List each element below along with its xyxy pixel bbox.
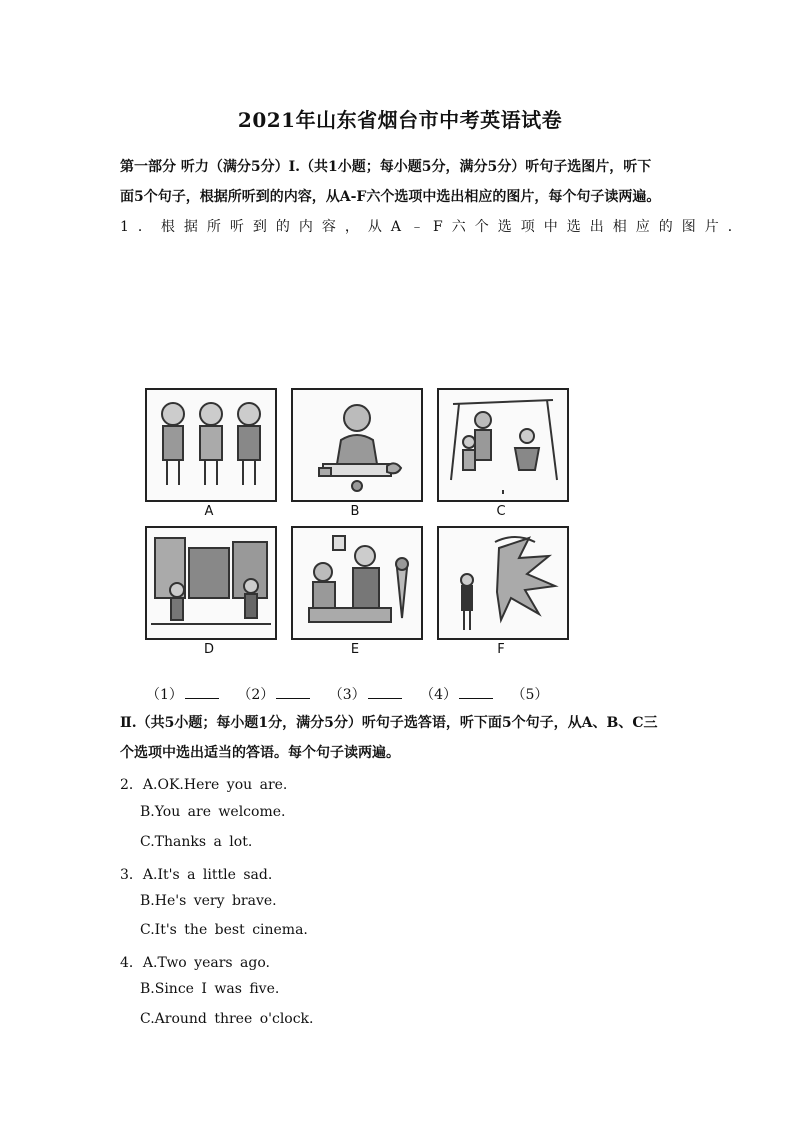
picture-f-label: F <box>497 642 505 657</box>
picture-c-label: C <box>496 504 506 519</box>
question-3-option-a[interactable] <box>120 864 272 884</box>
picture-c <box>437 388 569 502</box>
street-scene-illustration <box>147 528 275 638</box>
blank-number: （2） <box>237 687 275 703</box>
picture-a-label: A <box>204 504 214 519</box>
question-3-option-b[interactable]: B.He's very brave. <box>140 893 277 909</box>
question-2-option-c[interactable]: C.Thanks a lot. <box>140 834 253 850</box>
option-text: A.Two years ago. <box>142 955 270 971</box>
part2-instruction-line2: 个选项中选出适当的答语。每个句子读两遍。 <box>120 745 400 761</box>
family-sofa-illustration <box>293 528 421 638</box>
question-number: 3． <box>120 867 143 883</box>
question-number: 2． <box>120 777 143 793</box>
blank-number: （4） <box>420 687 458 703</box>
question-2-option-a[interactable] <box>120 774 287 794</box>
question-3-option-c[interactable]: C.It's the best cinema. <box>140 922 308 938</box>
option-text: A.It's a little sad. <box>142 867 273 883</box>
blank-item-4 <box>420 687 493 703</box>
blank-number: （3） <box>328 687 366 703</box>
blank-item-2 <box>237 687 310 703</box>
picture-d-label: D <box>203 642 214 657</box>
man-and-fire-illustration <box>439 528 567 638</box>
question-4-option-a[interactable] <box>120 952 270 972</box>
exam-title: 2021年山东省烟台市中考英语试卷 <box>237 108 563 132</box>
question-number: 4． <box>120 955 143 971</box>
answer-blanks-row <box>146 684 562 704</box>
blank-item-3 <box>329 687 402 703</box>
answer-blank-3[interactable] <box>368 686 402 699</box>
answer-blank-4[interactable] <box>459 686 493 699</box>
picture-a <box>145 388 277 502</box>
three-children-illustration <box>147 390 275 500</box>
picture-b-label: B <box>350 504 360 519</box>
question-4-option-c[interactable]: C.Around three o'clock. <box>140 1011 314 1027</box>
question-1-prompt: 1．根据所听到的内容，从A﹣F六个选项中选出相应的图片． <box>120 219 751 235</box>
answer-blank-1[interactable] <box>185 686 219 699</box>
picture-b <box>291 388 423 502</box>
question-4-option-b[interactable]: B.Since I was five. <box>140 981 280 997</box>
picture-grid <box>145 388 585 668</box>
part2-instruction-line1: Ⅱ.（共5小题；每小题1分，满分5分）听句子选答语，听下面5个句子，从A、B、C三 <box>120 715 658 731</box>
blank-item-5 <box>512 687 549 703</box>
answer-blank-2[interactable] <box>276 686 310 699</box>
picture-e <box>291 526 423 640</box>
playground-swing-illustration <box>439 390 567 500</box>
part1-instruction-line1: 第一部分 听力（满分5分）Ⅰ.（共1小题；每小题5分，满分5分）听句子选图片，听下 <box>120 159 652 175</box>
question-2-option-b[interactable]: B.You are welcome. <box>140 804 286 820</box>
picture-d <box>145 526 277 640</box>
option-text: A.OK.Here you are. <box>142 777 288 793</box>
picture-f <box>437 526 569 640</box>
part1-instruction-line2: 面5个句子，根据所听到的内容，从A-F六个选项中选出相应的图片，每个句子读两遍。 <box>120 189 661 205</box>
picture-e-label: E <box>350 642 360 657</box>
blank-item-1 <box>146 687 219 703</box>
girl-at-desk-illustration <box>293 390 421 500</box>
blank-number: （1） <box>146 687 183 703</box>
blank-number: （5） <box>511 687 549 703</box>
